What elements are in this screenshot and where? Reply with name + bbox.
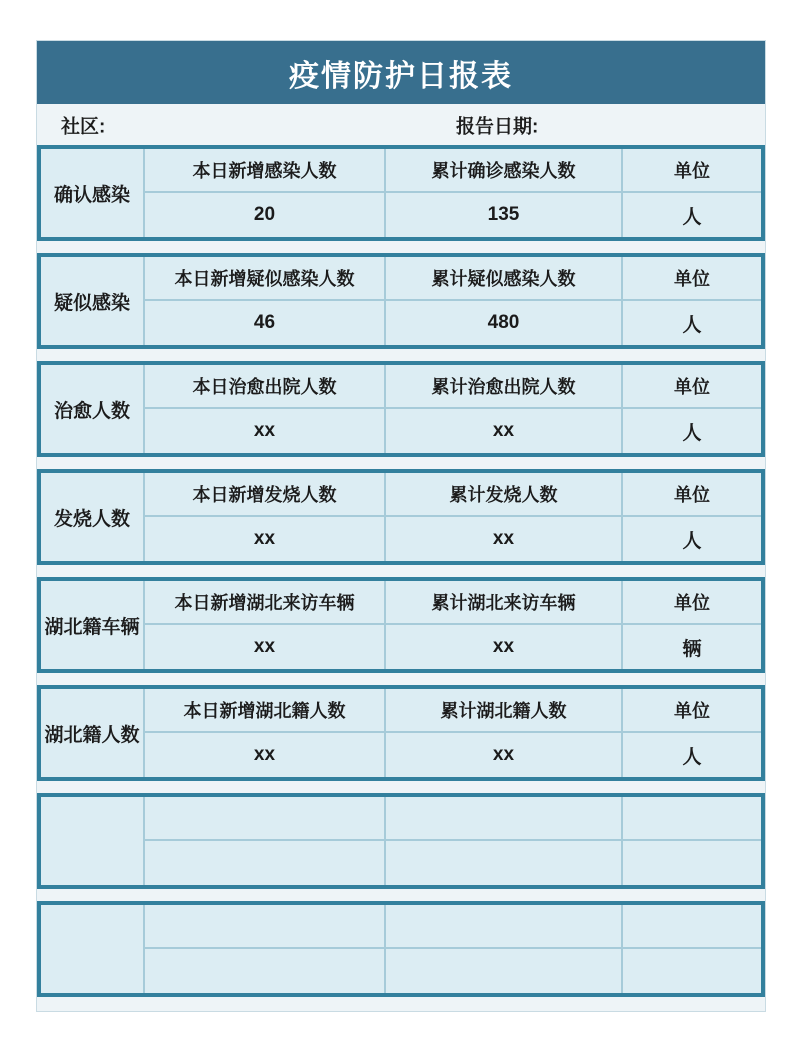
unit-header-cell: 单位	[623, 689, 761, 733]
report-page	[36, 40, 766, 1012]
cumulative-value-cell[interactable]: xx	[386, 409, 623, 453]
daily-header-cell: 本日新增感染人数	[145, 149, 386, 193]
daily-value-cell[interactable]: xx	[145, 517, 386, 561]
community-field[interactable]	[119, 108, 419, 141]
cumulative-header-cell: 累计湖北来访车辆	[386, 581, 623, 625]
info-row	[37, 104, 765, 145]
daily-header-cell: 本日新增湖北来访车辆	[145, 581, 386, 625]
unit-value-cell[interactable]: 人	[682, 206, 702, 228]
report-date-label: 报告日期:	[456, 116, 539, 137]
daily-header-cell: 本日新增湖北籍人数	[145, 689, 386, 733]
cumulative-header-cell: 累计疑似感染人数	[386, 257, 623, 301]
cumulative-value-cell[interactable]: 480	[386, 301, 623, 345]
section-empty-1	[37, 793, 765, 889]
section-hubei-vehicles	[37, 577, 765, 673]
unit-value-cell[interactable]: 人	[682, 422, 702, 444]
cumulative-header-cell: 累计确诊感染人数	[386, 149, 623, 193]
unit-header-cell: 单位	[623, 581, 761, 625]
cumulative-header-cell: 累计发烧人数	[386, 473, 623, 517]
category-cell[interactable]	[41, 797, 145, 885]
report-date-field[interactable]	[553, 108, 753, 141]
section-confirmed-infections	[37, 145, 765, 241]
unit-header-cell[interactable]	[623, 797, 761, 841]
daily-header-cell: 本日新增疑似感染人数	[145, 257, 386, 301]
cumulative-value-cell[interactable]	[386, 949, 623, 993]
daily-value-cell[interactable]: xx	[145, 409, 386, 453]
cumulative-header-cell[interactable]	[386, 905, 623, 949]
cumulative-value-cell[interactable]: xx	[386, 733, 623, 777]
category-cell: 治愈人数	[41, 365, 145, 453]
category-cell: 湖北籍人数	[41, 689, 145, 777]
cumulative-value-cell[interactable]: xx	[386, 517, 623, 561]
unit-header-cell: 单位	[623, 149, 761, 193]
unit-header-cell: 单位	[623, 257, 761, 301]
section-fever-count	[37, 469, 765, 565]
section-hubei-people	[37, 685, 765, 781]
category-cell[interactable]	[41, 905, 145, 993]
daily-header-cell: 本日新增发烧人数	[145, 473, 386, 517]
cumulative-header-cell: 累计湖北籍人数	[386, 689, 623, 733]
unit-value-cell[interactable]	[623, 949, 761, 993]
daily-value-cell[interactable]: 46	[145, 301, 386, 345]
section-empty-2	[37, 901, 765, 997]
unit-header-cell[interactable]	[623, 905, 761, 949]
daily-value-cell[interactable]: xx	[145, 733, 386, 777]
cumulative-header-cell[interactable]	[386, 797, 623, 841]
unit-value-cell[interactable]: 辆	[682, 638, 702, 660]
unit-value-cell[interactable]	[623, 841, 761, 885]
daily-header-cell: 本日治愈出院人数	[145, 365, 386, 409]
cumulative-value-cell[interactable]	[386, 841, 623, 885]
daily-value-cell[interactable]	[145, 949, 386, 993]
title-bar	[37, 41, 765, 104]
community-label: 社区:	[61, 116, 106, 137]
unit-header-cell: 单位	[623, 473, 761, 517]
cumulative-value-cell[interactable]: 135	[386, 193, 623, 237]
page-title: 疫情防护日报表	[289, 59, 513, 93]
daily-header-cell[interactable]	[145, 797, 386, 841]
category-cell: 确认感染	[41, 149, 145, 237]
daily-value-cell[interactable]	[145, 841, 386, 885]
unit-value-cell[interactable]: 人	[682, 746, 702, 768]
unit-header-cell: 单位	[623, 365, 761, 409]
section-suspected-infections	[37, 253, 765, 349]
section-cured-count	[37, 361, 765, 457]
daily-value-cell[interactable]: xx	[145, 625, 386, 669]
category-cell: 疑似感染	[41, 257, 145, 345]
cumulative-header-cell: 累计治愈出院人数	[386, 365, 623, 409]
daily-value-cell[interactable]: 20	[145, 193, 386, 237]
category-cell: 发烧人数	[41, 473, 145, 561]
cumulative-value-cell[interactable]: xx	[386, 625, 623, 669]
unit-value-cell[interactable]: 人	[682, 530, 702, 552]
unit-value-cell[interactable]: 人	[682, 314, 702, 336]
category-cell: 湖北籍车辆	[41, 581, 145, 669]
daily-header-cell[interactable]	[145, 905, 386, 949]
